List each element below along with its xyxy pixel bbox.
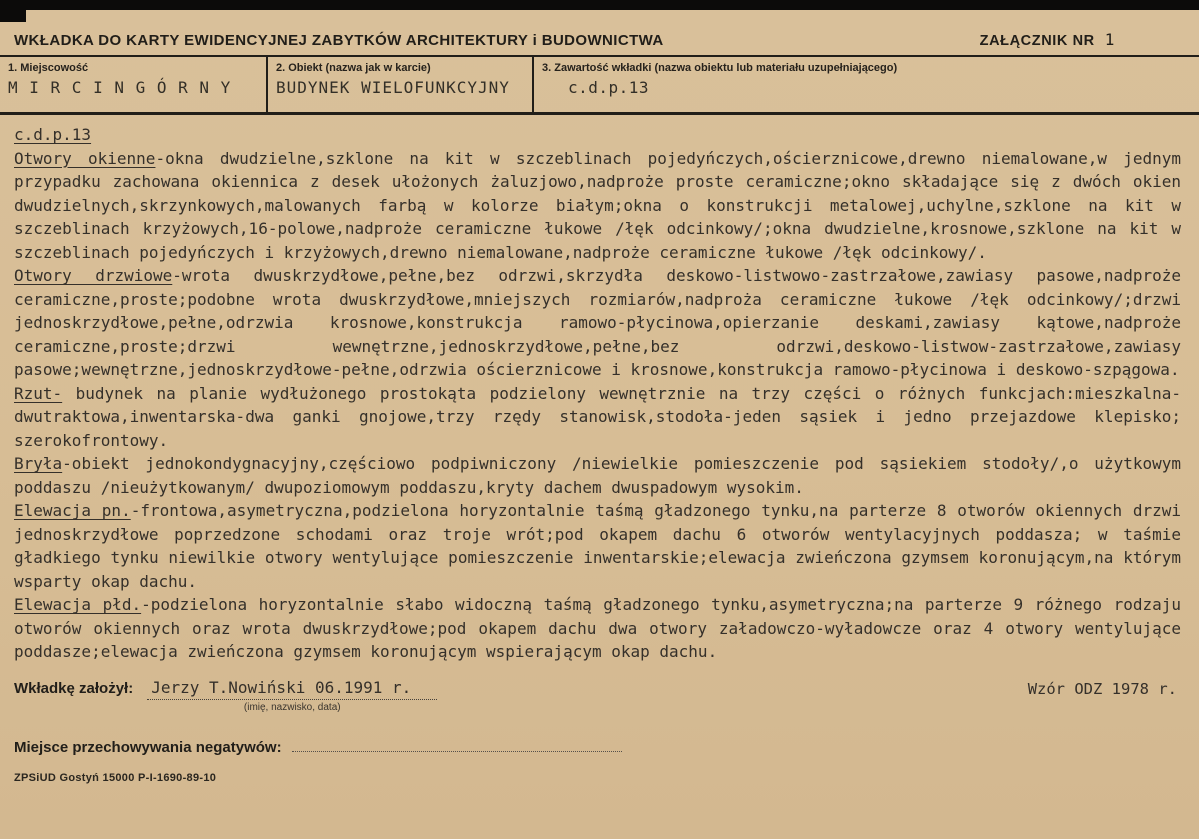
paragraph-lead: Elewacja płd. [14, 595, 142, 614]
paragraph-lead: Otwory drzwiowe [14, 266, 173, 285]
paragraph-lead: Otwory okienne [14, 148, 156, 168]
negatives-label: Miejsce przechowywania negatywów: [14, 738, 282, 756]
form-title: WKŁADKA DO KARTY EWIDENCYJNEJ ZABYTKÓW ARCHITEKTURY i BUDOWNICTWA [14, 32, 664, 49]
paragraph-text: -wrota dwuskrzydłowe,pełne,bez odrzwi,skrzydła deskowo-listwowo-zastrzałowe,zawiasy pasowe,nadproże ceramiczne,proste;podobne wrota dwuskrzydłowe,mniejszych rozmiarów,nadproża ceramiczne łukowe /łęk odcinkowy/;drzwi jednoskrzydłowe,pełne,odrzwia krosnowe,konstrukcja ramowo-płycinowa,opierzanie deskami,zawiasy kątowe,nadproże ceramiczne,proste;drzwi wewnętrzne,jednoskrzydłowe,pełne,bez odrzwi,deskowo-listwow-zastrzałowe,zawiasy pasowe;wewnętrzne,jednoskrzydłowe-pełne,odrzwia ościerznicowe i krosnowe,konstrukcja ramowo-płycinowa i deskowo-szpągowa. [14, 266, 1181, 379]
form-fields-table [0, 55, 1199, 115]
paragraph-elewacja-pn [14, 499, 1181, 593]
attachment-label: ZAŁĄCZNIK NR [979, 33, 1095, 49]
field-value: BUDYNEK WIELOFUNKCYJNY [276, 78, 510, 97]
footer-founder-row [0, 664, 1199, 713]
field-miejscowosc [0, 57, 268, 112]
field-value: c.d.p.13 [568, 78, 650, 97]
attachment-value: 1 [1104, 30, 1115, 49]
form-pattern-note: Wzór ODZ 1978 r. [1027, 679, 1177, 698]
field-zawartosc [534, 57, 1199, 112]
paragraph-text: budynek na planie wydłużonego prostokąta podzielony wewnętrznie na trzy części o różnych funkcjach:mieszkalna-dwutraktowa,inwentarska-dwa ganki gnojowe,trzy rzędy stanowisk,stodoła-jeden sąsiek i jedno przejazdowe klepisko; szerokofrontowy. [14, 383, 1181, 450]
paragraph-text: -okna dwudzielne,szklone na kit w szczeblinach pojedyńczych,ościerznicowe,drewno niemalowane,w jednym przypadku zachowana okiennica z desek ułożonych żaluzjowo,nadproże proste ceramiczne;okno składające się z dwóch okien dwudzielnych,skrzynkowych,malowanych farbą w kolorze białym;okna o konstrukcji metalowej,uchylne,szklone na kit w szczeblinach krzyżowych,16-polowe,nadproże ceramiczne łukowe /łęk odcinkowy/;okna dwudzielne,krosnowe,szklone na kit w szczeblinach pojedyńczych i krzyżowych,drewno niemalowane,nadproże ceramiczne łukowe /łęk odcinkowy/. [14, 148, 1182, 262]
paragraph-otwory-okienne [14, 147, 1181, 265]
field-label: 2. Obiekt (nazwa jak w karcie) [276, 62, 431, 74]
paragraph-text: -podzielona horyzontalnie słabo widoczną taśmą gładzonego tynku,asymetryczna;na parterze 9 różnego rodzaju otworów okiennych oraz wrota dwuskrzydłowe;pod okapem dachu dwa otwory załadowczo-wyładowcze oraz 4 otwory wentylujące poddasze;elewacja zwieńczona gzymsem koronującym wspierającym okap dachu. [14, 595, 1181, 661]
paragraph-text: -frontowa,asymetryczna,podzielona horyzontalnie taśmą gładzonego tynku,na parterze 8 otworów okiennych drzwi jednoskrzydłowe poprzedzone schodami oraz troje wrót;pod okapem dachu 6 otworów wentylacyjnych poddasza; w taśmie gładkiego tynku niewilkie otwory wentylujące pomieszczenie inwentarskie;elewacja zwieńczona gzymsem koronującym,na którym wsparty okap dachu. [14, 501, 1182, 591]
founder-section [14, 678, 437, 713]
typewritten-body [0, 115, 1199, 664]
printers-imprint: ZPSiUD Gostyń 15000 P-I-1690-89-10 [14, 771, 217, 784]
continuation-reference: c.d.p.13 [14, 125, 92, 144]
field-label: 3. Zawartość wkładki (nazwa obiektu lub materiału uzupełniającego) [542, 62, 898, 74]
paragraph-lead: Rzut- [14, 383, 63, 403]
paragraph-bryla [14, 452, 1181, 499]
field-obiekt [268, 57, 534, 112]
paragraph-otwory-drzwiowe [14, 264, 1181, 382]
negatives-row [0, 713, 1199, 756]
paragraph-rzut [14, 382, 1181, 453]
paragraph-lead: Bryła [14, 454, 63, 473]
paragraph-lead: Elewacja pn. [14, 501, 131, 520]
founder-entry [147, 678, 437, 713]
paragraph-text: -obiekt jednokondygnacyjny,częściowo podpiwniczony /niewielkie pomieszczenie pod sąsiekiem stodoły/,o użytkowym poddaszu /nieużytkowanym/ dwupoziomowym poddaszu,kryty dachem dwuspadowym wysokim. [14, 454, 1181, 497]
paragraph-elewacja-pld [14, 593, 1181, 664]
field-label: 1. Miejscowość [8, 62, 89, 74]
founder-caption: (imię, nazwisko, data) [243, 701, 341, 713]
negatives-blank-line [292, 737, 622, 752]
founder-label: Wkładkę założył: [14, 679, 134, 697]
card-header [0, 0, 1199, 55]
attachment-number [980, 30, 1115, 49]
field-value: M I R C I N G Ó R N Y [8, 78, 232, 97]
founder-name-date: Jerzy T.Nowiński 06.1991 r. [147, 678, 437, 700]
